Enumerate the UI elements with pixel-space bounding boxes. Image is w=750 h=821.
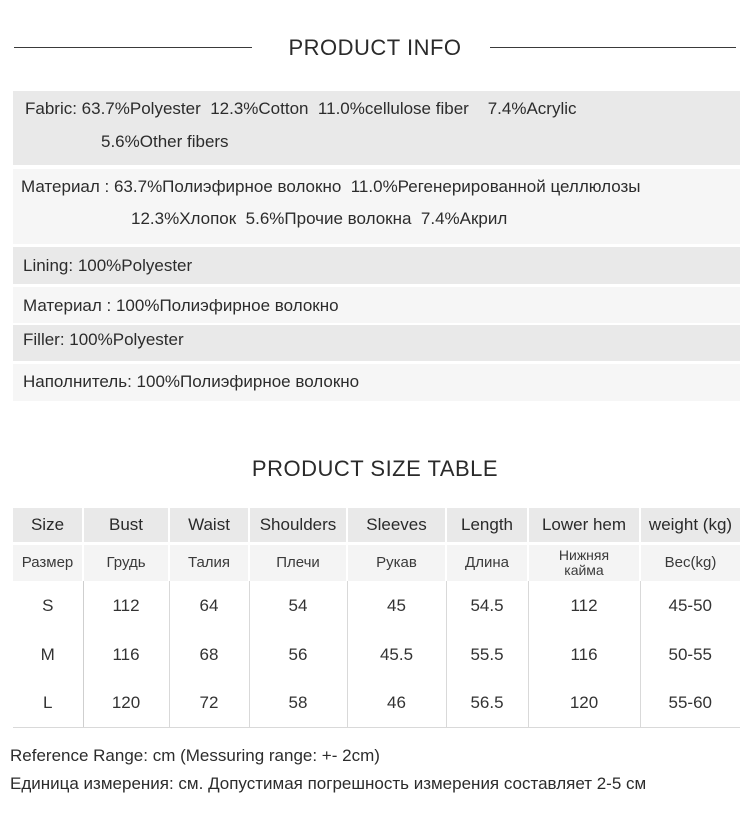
cell-sleeves: 45 xyxy=(347,581,446,631)
lining-ru-row xyxy=(13,287,740,323)
header-row-ru xyxy=(13,543,740,581)
header-lower-hem-ru-line2: кайма xyxy=(564,561,604,578)
header-weight-ru: Вес(kg) xyxy=(640,543,740,581)
lining-row xyxy=(13,247,740,284)
header-row-en xyxy=(13,508,740,543)
cell-length: 56.5 xyxy=(446,679,528,727)
cell-weight: 50-55 xyxy=(640,631,740,679)
table-row-m xyxy=(13,631,740,679)
table-row-s xyxy=(13,581,740,631)
fabric-row xyxy=(13,91,740,165)
cell-size: L xyxy=(13,679,83,727)
cell-weight: 45-50 xyxy=(640,581,740,631)
cell-bust: 112 xyxy=(83,581,169,631)
header-length: Length xyxy=(446,508,528,543)
material-ru-row xyxy=(13,169,740,244)
header-bust-ru: Грудь xyxy=(83,543,169,581)
header-size-ru: Размер xyxy=(13,543,83,581)
filler-ru-composition: Наполнитель: 100%Полиэфирное волокно xyxy=(23,372,360,391)
cell-waist: 68 xyxy=(169,631,249,679)
cell-lower-hem: 116 xyxy=(528,631,640,679)
cell-length: 55.5 xyxy=(446,631,528,679)
header-weight: weight (kg) xyxy=(640,508,740,543)
fabric-composition: Fabric: 63.7%Polyester 12.3%Cotton 11.0%cellulose fiber 7.4%Acrylic xyxy=(25,99,577,118)
cell-sleeves: 45.5 xyxy=(347,631,446,679)
product-info-title: PRODUCT INFO xyxy=(288,35,462,60)
size-table xyxy=(13,508,740,728)
header-bust: Bust xyxy=(83,508,169,543)
product-info-block xyxy=(13,91,740,401)
cell-size: M xyxy=(13,631,83,679)
lining-composition: Lining: 100%Polyester xyxy=(23,256,193,275)
header-sleeves: Sleeves xyxy=(347,508,446,543)
material-ru-composition: Материал : 63.7%Полиэфирное волокно 11.0%Регенерированной целлюлозы xyxy=(21,177,641,196)
reference-range-note-ru: Единица измерения: см. Допустимая погрешность измерения составляет 2-5 см xyxy=(10,774,647,793)
header-sleeves-ru: Рукав xyxy=(347,543,446,581)
fabric-composition-cont: 5.6%Other fibers xyxy=(101,132,229,151)
cell-lower-hem: 120 xyxy=(528,679,640,727)
cell-size: S xyxy=(13,581,83,631)
lining-ru-composition: Материал : 100%Полиэфирное волокно xyxy=(23,296,339,315)
cell-bust: 120 xyxy=(83,679,169,727)
filler-row xyxy=(13,325,740,361)
header-lower-hem: Lower hem xyxy=(528,508,640,543)
cell-waist: 64 xyxy=(169,581,249,631)
cell-weight: 55-60 xyxy=(640,679,740,727)
filler-composition: Filler: 100%Polyester xyxy=(23,330,184,349)
header-size: Size xyxy=(13,508,83,543)
cell-shoulders: 56 xyxy=(249,631,347,679)
cell-lower-hem: 112 xyxy=(528,581,640,631)
cell-sleeves: 46 xyxy=(347,679,446,727)
filler-ru-row xyxy=(13,364,740,401)
header-shoulders: Shoulders xyxy=(249,508,347,543)
header-waist: Waist xyxy=(169,508,249,543)
cell-shoulders: 58 xyxy=(249,679,347,727)
header-lower-hem-ru-line1: Нижняя xyxy=(558,546,610,563)
header-waist-ru: Талия xyxy=(169,543,249,581)
cell-bust: 116 xyxy=(83,631,169,679)
cell-waist: 72 xyxy=(169,679,249,727)
cell-shoulders: 54 xyxy=(249,581,347,631)
header-length-ru: Длина xyxy=(446,543,528,581)
heading-divider-right xyxy=(490,47,736,48)
cell-length: 54.5 xyxy=(446,581,528,631)
size-table-title: PRODUCT SIZE TABLE xyxy=(251,456,499,481)
header-lower-hem-ru xyxy=(528,543,640,581)
reference-range-note: Reference Range: cm (Messuring range: +- 2cm) xyxy=(10,746,380,765)
material-ru-composition-cont: 12.3%Хлопок 5.6%Прочие волокна 7.4%Акрил xyxy=(131,209,508,228)
header-shoulders-ru: Плечи xyxy=(249,543,347,581)
table-row-l xyxy=(13,679,740,727)
